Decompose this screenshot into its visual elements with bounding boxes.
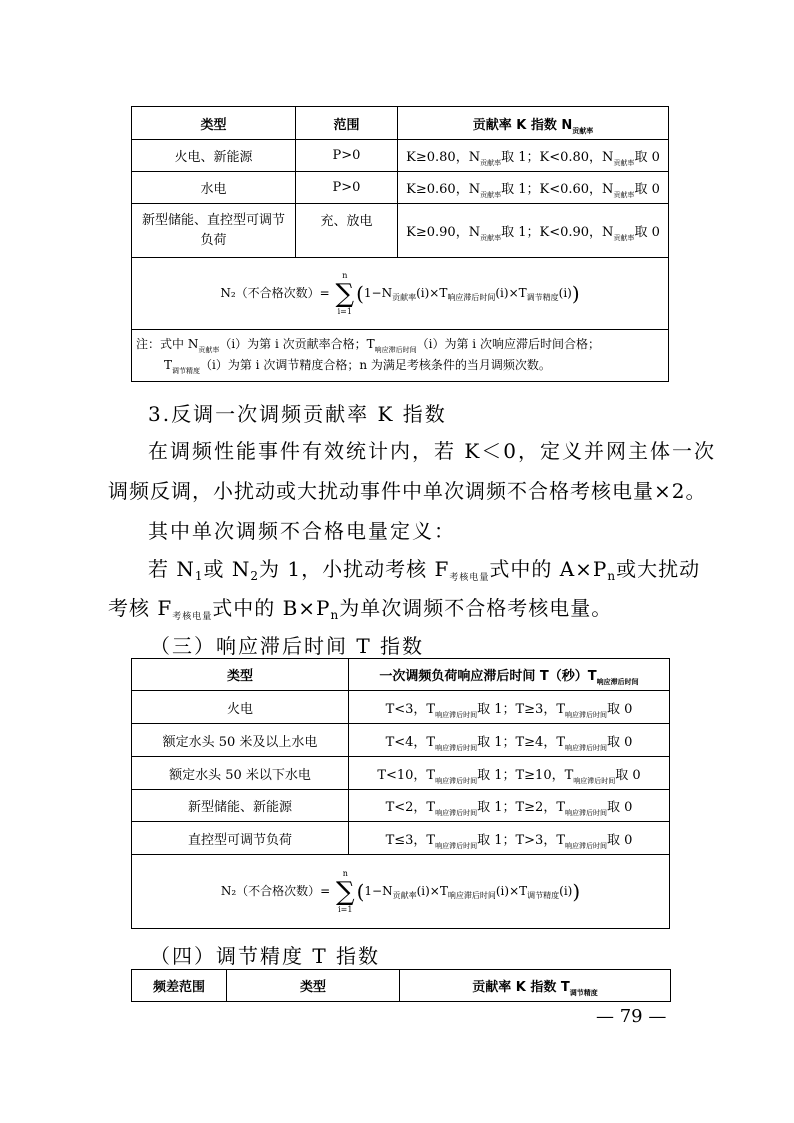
- cell-type: 额定水头 50 米及以上水电: [132, 724, 349, 757]
- cell-type: 火电、新能源: [132, 140, 296, 172]
- cell-rule: T<3，$T_{响应滞后时间}$取 1；T≥3，$T_{响应滞后时间}$取 0: [349, 691, 670, 724]
- cell-rule: T<2，$T_{响应滞后时间}$取 1；T≥2，$T_{响应滞后时间}$取 0: [349, 790, 670, 822]
- cell-type: 新型储能、直控型可调节负荷: [132, 204, 296, 258]
- col-header-index: 贡献率 K 指数 $T_{调节精度}$: [400, 970, 671, 1002]
- cell-type: 水电: [132, 172, 296, 204]
- table-header-row: [132, 659, 670, 691]
- formula: N₂（不合格次数）= n ∑ i=1 $(1-N_{贡献率}(i)\times T_{响应滞后时间}(i)\times T_{调节精度}(i))$: [220, 868, 581, 914]
- sigma-symbol: n ∑ i=1: [335, 270, 355, 316]
- col-header-range: 范围: [296, 107, 398, 140]
- page-number: — 79 —: [596, 1006, 667, 1027]
- cell-rule: K≥0.80，$N_{贡献率}$取 1；K<0.80，$N_{贡献率}$取 0: [398, 140, 669, 172]
- paragraph-line: 其中单次调频不合格电量定义：: [148, 519, 456, 543]
- paragraph-line: 在调频性能事件有效统计内，若 K＜0，定义并网主体一次: [148, 439, 717, 463]
- cell-rule: K≥0.90，$N_{贡献率}$取 1；K<0.90，$N_{贡献率}$取 0: [398, 204, 669, 258]
- col-header-delay: 一次调频负荷响应滞后时间 T（秒）$T_{响应滞后时间}$: [349, 659, 670, 691]
- table-row: [132, 790, 670, 822]
- table-row: [132, 724, 670, 757]
- paragraph-line: 调频反调，小扰动或大扰动事件中单次调频不合格考核电量×2。: [108, 479, 707, 503]
- table-header-row: [132, 970, 671, 1002]
- col-header-type: 类型: [132, 659, 349, 691]
- formula-cell: [132, 855, 670, 929]
- table-row: [132, 140, 669, 172]
- cell-range: P>0: [296, 140, 398, 172]
- formula: N₂（不合格次数）= n ∑ i=1 $(1-N_{贡献率}(i)\times T_{响应滞后时间}(i)\times T_{调节精度}(i))$: [220, 270, 580, 316]
- table-contribution-rate: [131, 106, 669, 382]
- cell-rule: K≥0.60，$N_{贡献率}$取 1；K<0.60，$N_{贡献率}$取 0: [398, 172, 669, 204]
- cell-type: 额定水头 50 米以下水电: [132, 757, 349, 790]
- table-regulation-accuracy: [131, 969, 671, 1002]
- note-cell: 注：式中 $N_{贡献率}(i)$为第 i 次贡献率合格；$T_{响应滞后时间}(i)$为第 i 次响应滞后时间合格； $T_{调节精度}(i)$为第 i 次调节精度合格；n 为满足考核条件的当月调频次数。: [132, 330, 669, 382]
- cell-type: 火电: [132, 691, 349, 724]
- col-header-freq-range: 频差范围: [132, 970, 227, 1002]
- paragraph-line: 若 $N_1$或 $N_2$为 1，小扰动考核 $F_{考核电量}$式中的 $A\times P_n$或大扰动: [148, 557, 701, 583]
- col-header-type: 类型: [227, 970, 400, 1002]
- paragraph-line: 考核 $F_{考核电量}$式中的 $B\times P_n$为单次调频不合格考核电量。: [108, 596, 613, 622]
- cell-rule: T<4，$T_{响应滞后时间}$取 1；T≥4，$T_{响应滞后时间}$取 0: [349, 724, 670, 757]
- cell-type: 新型储能、新能源: [132, 790, 349, 822]
- section-heading: （三）响应滞后时间 T 指数: [150, 634, 425, 658]
- cell-range: P>0: [296, 172, 398, 204]
- table-header-row: [132, 107, 669, 140]
- table-row: [132, 757, 670, 790]
- formula-cell: [132, 258, 669, 330]
- section-heading: 3.反调一次调频贡献率 K 指数: [148, 402, 447, 426]
- table-response-delay: [131, 658, 670, 929]
- cell-rule: T≤3，$T_{响应滞后时间}$取 1；T>3，$T_{响应滞后时间}$取 0: [349, 822, 670, 855]
- cell-rule: T<10，$T_{响应滞后时间}$取 1；T≥10，$T_{响应滞后时间}$取 0: [349, 757, 670, 790]
- cell-range: 充、放电: [296, 204, 398, 258]
- table-row: [132, 172, 669, 204]
- table-row: [132, 204, 669, 258]
- section-heading: （四）调节精度 T 指数: [150, 944, 381, 968]
- formula-row: [132, 258, 669, 330]
- col-header-index: 贡献率 K 指数 $N_{贡献率}$: [398, 107, 669, 140]
- sigma-symbol: n ∑ i=1: [336, 868, 355, 914]
- cell-type: 直控型可调节负荷: [132, 822, 349, 855]
- col-header-type: 类型: [132, 107, 296, 140]
- table-row: [132, 691, 670, 724]
- table-row: [132, 822, 670, 855]
- note-row: [132, 330, 669, 382]
- formula-row: [132, 855, 670, 929]
